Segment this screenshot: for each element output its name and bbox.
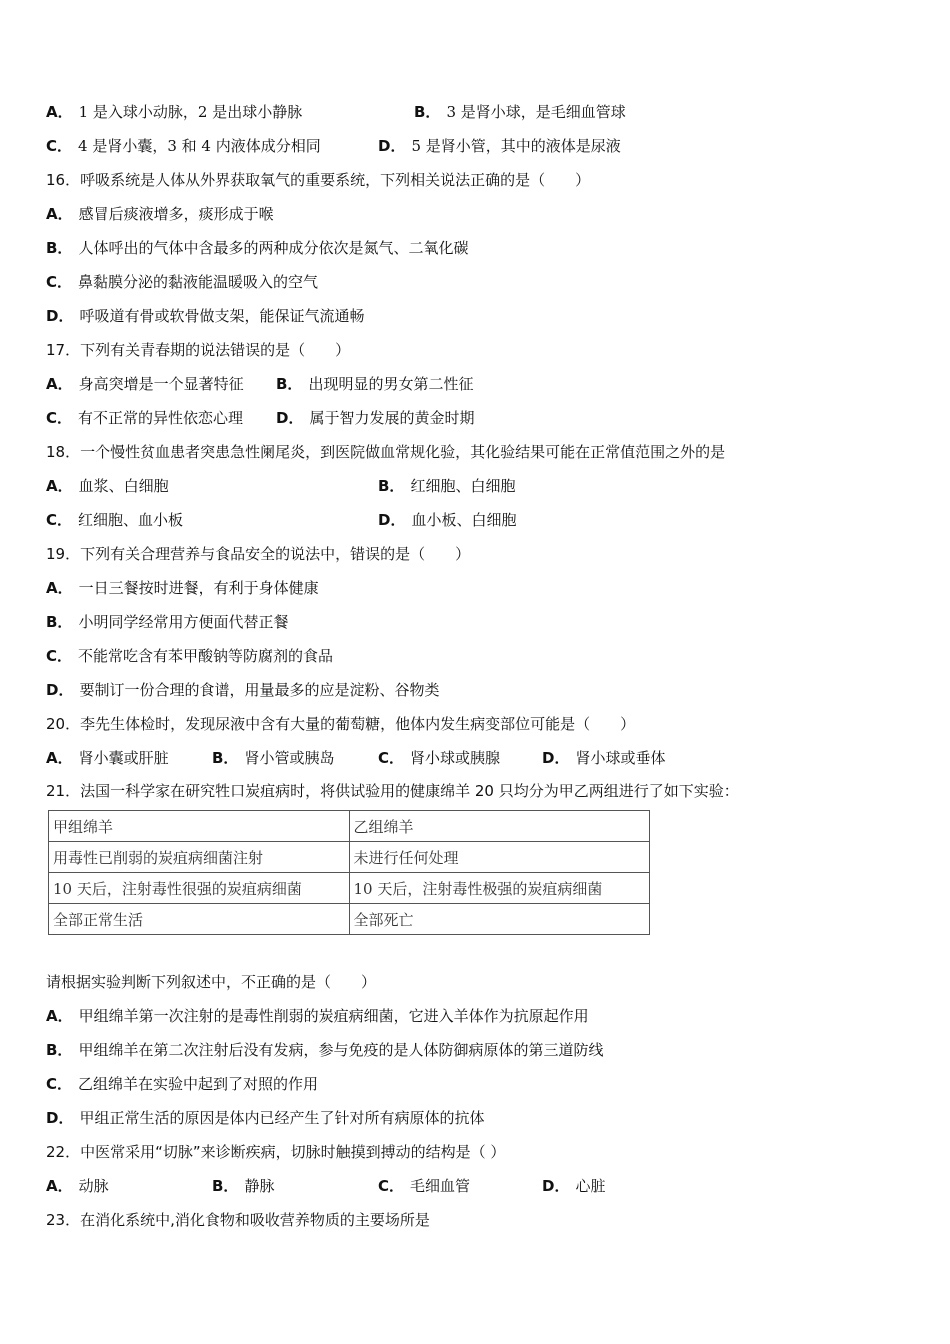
q20-option-b: B． 肾小管或胰岛 — [212, 749, 335, 767]
q17-stem: 17．下列有关青春期的说法错误的是（ ） — [46, 341, 351, 359]
q17-option-c: C． 有不正常的异性依恋心理 — [46, 409, 244, 427]
q16-stem: 16．呼吸系统是人体从外界获取氧气的重要系统，下列相关说法正确的是（ ） — [46, 171, 591, 189]
table-cell: 全部死亡 — [349, 904, 650, 935]
table-cell: 乙组绵羊 — [349, 811, 650, 842]
table-cell: 未进行任何处理 — [349, 842, 650, 873]
q15-option-a: A． 1 是入球小动脉，2 是出球小静脉 — [46, 103, 303, 121]
q17-option-a: A． 身高突增是一个显著特征 — [46, 375, 244, 393]
q22-stem: 22．中医常采用“切脉”来诊断疾病，切脉时触摸到搏动的结构是（ ） — [46, 1143, 506, 1161]
table-cell: 10 天后，注射毒性极强的炭疽病细菌 — [349, 873, 650, 904]
q21-option-c: C． 乙组绵羊在实验中起到了对照的作用 — [46, 1075, 319, 1093]
q22-option-d: D． 心脏 — [542, 1177, 606, 1195]
q20-option-c: C． 肾小球或胰腺 — [378, 749, 501, 767]
table-row — [49, 904, 650, 935]
q16-option-c: C． 鼻黏膜分泌的黏液能温暖吸入的空气 — [46, 273, 319, 291]
q19-option-c: C． 不能常吃含有苯甲酸钠等防腐剂的食品 — [46, 647, 334, 665]
table-cell: 用毒性已削弱的炭疽病细菌注射 — [49, 842, 350, 873]
q20-option-d: D． 肾小球或垂体 — [542, 749, 666, 767]
q15-option-c: C． 4 是肾小囊，3 和 4 内液体成分相同 — [46, 137, 321, 155]
table-row — [49, 842, 650, 873]
table-row — [49, 811, 650, 842]
q19-stem: 19．下列有关合理营养与食品安全的说法中，错误的是（ ） — [46, 545, 471, 563]
table-row — [49, 873, 650, 904]
table-cell: 10 天后，注射毒性很强的炭疽病细菌 — [49, 873, 350, 904]
q21-prompt: 请根据实验判断下列叙述中，不正确的是（ ） — [46, 973, 377, 991]
table-cell: 全部正常生活 — [49, 904, 350, 935]
q18-option-d: D． 血小板、白细胞 — [378, 511, 517, 529]
q20-stem: 20．李先生体检时，发现尿液中含有大量的葡萄糖，他体内发生病变部位可能是（ ） — [46, 715, 636, 733]
q21-option-b: B． 甲组绵羊在第二次注射后没有发病，参与免疫的是人体防御病原体的第三道防线 — [46, 1041, 604, 1059]
q18-option-b: B． 红细胞、白细胞 — [378, 477, 516, 495]
q16-option-b: B． 人体呼出的气体中含最多的两种成分依次是氮气、二氧化碳 — [46, 239, 469, 257]
q17-option-b: B． 出现明显的男女第二性征 — [276, 375, 474, 393]
q18-option-a: A． 血浆、白细胞 — [46, 477, 169, 495]
q17-option-d: D． 属于智力发展的黄金时期 — [276, 409, 475, 427]
q20-option-a: A． 肾小囊或肝脏 — [46, 749, 169, 767]
q16-option-a: A． 感冒后痰液增多，痰形成于喉 — [46, 205, 274, 223]
q19-option-d: D． 要制订一份合理的食谱，用量最多的应是淀粉、谷物类 — [46, 681, 440, 699]
q21-stem: 21．法国一科学家在研究牲口炭疽病时，将供试验用的健康绵羊 20 只均分为甲乙两组进行了如下实验： — [46, 782, 739, 800]
q18-option-c: C． 红细胞、血小板 — [46, 511, 184, 529]
q15-option-d: D． 5 是肾小管，其中的液体是尿液 — [378, 137, 621, 155]
q19-option-a: A． 一日三餐按时进餐，有利于身体健康 — [46, 579, 319, 597]
q21-option-a: A． 甲组绵羊第一次注射的是毒性削弱的炭疽病细菌，它进入羊体作为抗原起作用 — [46, 1007, 589, 1025]
q15-option-b: B． 3 是肾小球，是毛细血管球 — [414, 103, 626, 121]
q22-option-c: C． 毛细血管 — [378, 1177, 471, 1195]
q16-option-d: D． 呼吸道有骨或软骨做支架，能保证气流通畅 — [46, 307, 365, 325]
q19-option-b: B． 小明同学经常用方便面代替正餐 — [46, 613, 289, 631]
q21-option-d: D． 甲组正常生活的原因是体内已经产生了针对所有病原体的抗体 — [46, 1109, 485, 1127]
q22-option-a: A． 动脉 — [46, 1177, 109, 1195]
q18-stem: 18．一个慢性贫血患者突患急性阑尾炎，到医院做血常规化验，其化验结果可能在正常值范围之外的是 — [46, 443, 726, 461]
q23-stem: 23．在消化系统中,消化食物和吸收营养物质的主要场所是 — [46, 1211, 430, 1229]
q22-option-b: B． 静脉 — [212, 1177, 275, 1195]
experiment-table — [48, 810, 650, 935]
table-cell: 甲组绵羊 — [49, 811, 350, 842]
